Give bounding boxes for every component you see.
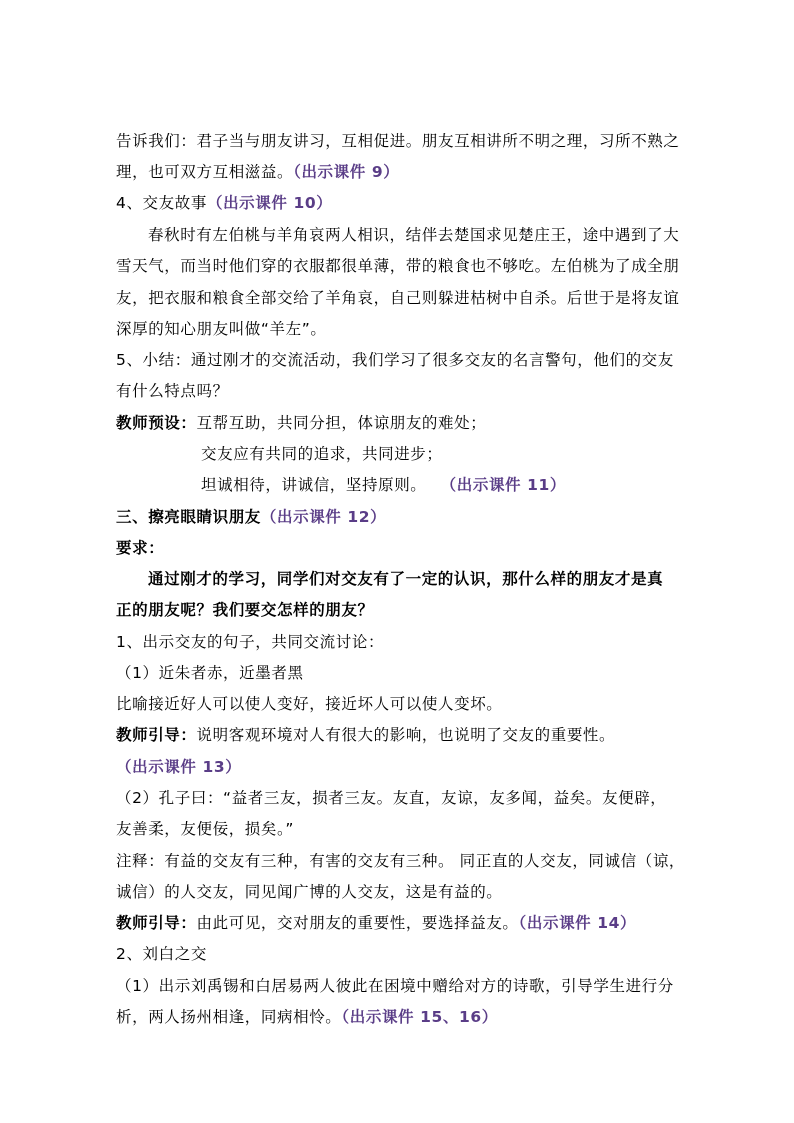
paragraph-line: 友，把衣服和粮食全部交给了羊角哀，自己则躲进枯树中自杀。后世于是将友谊 bbox=[116, 289, 680, 307]
paragraph-line: 1、出示交友的句子，共同交流讨论： bbox=[116, 633, 385, 651]
paragraph-line: 注释：有益的交友有三种，有害的交友有三种。 同正直的人交友，同诚信（谅， bbox=[116, 852, 686, 870]
paragraph-line: 通过刚才的学习，同学们对交友有了一定的认识，那什么样的朋友才是真 bbox=[148, 570, 664, 588]
courseware-ref: （出示课件 10） bbox=[206, 194, 333, 212]
paragraph-line: 深厚的知心朋友叫做“羊左”。 bbox=[116, 320, 327, 338]
paragraph-line: （2）孔子曰：“益者三友，损者三友。友直，友谅，友多闻，益矣。友便辟， bbox=[116, 789, 667, 807]
paragraph-line: （1）出示刘禹锡和白居易两人彼此在困境中赠给对方的诗歌，引导学生进行分 bbox=[116, 977, 674, 995]
section-heading: 4、交友故事（出示课件 10） bbox=[116, 194, 333, 212]
requirement-label: 要求： bbox=[116, 539, 165, 557]
paragraph-line: 理，也可双方互相滋益。（出示课件 9） bbox=[116, 163, 400, 181]
teacher-guide: 教师引导：说明客观环境对人有很大的影响，也说明了交友的重要性。 bbox=[116, 726, 616, 744]
section-heading: 2、刘白之交 bbox=[116, 945, 207, 963]
section-heading: 三、擦亮眼睛识朋友（出示课件 12） bbox=[116, 508, 387, 526]
paragraph-line: （1）近朱者赤，近墨者黑 bbox=[116, 664, 304, 682]
paragraph-line: 坦诚相待，讲诚信，坚持原则。 （出示课件 11） bbox=[201, 476, 567, 494]
label: 教师引导： bbox=[116, 914, 197, 932]
paragraph-line: 有什么特点吗？ bbox=[116, 382, 229, 400]
courseware-ref: （出示课件 14） bbox=[518, 914, 637, 932]
courseware-ref: （出示课件 11） bbox=[448, 476, 567, 494]
paragraph-line: 析，两人扬州相逢，同病相怜。（出示课件 15、16） bbox=[116, 1008, 498, 1026]
label: 教师预设： bbox=[116, 414, 197, 432]
paragraph-line bbox=[116, 757, 241, 777]
paragraph-line: 告诉我们：君子当与朋友讲习，互相促进。朋友互相讲所不明之理，习所不熟之 bbox=[116, 132, 680, 150]
paragraph-line: 比喻接近好人可以使人变好，接近坏人可以使人变坏。 bbox=[116, 695, 503, 713]
paragraph-line: 诚信）的人交友，同见闻广博的人交友，这是有益的。 bbox=[116, 883, 503, 901]
paragraph-line: 5、小结：通过刚才的交流活动，我们学习了很多交友的名言警句，他们的交友 bbox=[116, 351, 674, 369]
courseware-ref: （出示课件 15、16） bbox=[341, 1008, 498, 1026]
paragraph-line: 友善柔，友便佞，损矣。” bbox=[116, 820, 294, 838]
paragraph-line: 正的朋友呢？我们要交怎样的朋友？ bbox=[116, 601, 374, 619]
courseware-ref: （出示课件 12） bbox=[260, 508, 387, 526]
teacher-guide: 教师引导：由此可见，交对朋友的重要性，要选择益友。（出示课件 14） bbox=[116, 914, 637, 932]
paragraph-line: 春秋时有左伯桃与羊角哀两人相识，结伴去楚国求见楚庄王，途中遇到了大 bbox=[148, 226, 680, 244]
label: 教师引导： bbox=[116, 726, 197, 744]
teacher-preset: 教师预设：互帮互助，共同分担，体谅朋友的难处； bbox=[116, 414, 487, 432]
paragraph-line: 雪天气，而当时他们穿的衣服都很单薄，带的粮食也不够吃。左伯桃为了成全朋 bbox=[116, 257, 680, 275]
paragraph-line: 交友应有共同的追求，共同进步； bbox=[201, 445, 443, 463]
courseware-ref: （出示课件 13） bbox=[116, 758, 242, 776]
courseware-ref: （出示课件 9） bbox=[293, 163, 400, 181]
